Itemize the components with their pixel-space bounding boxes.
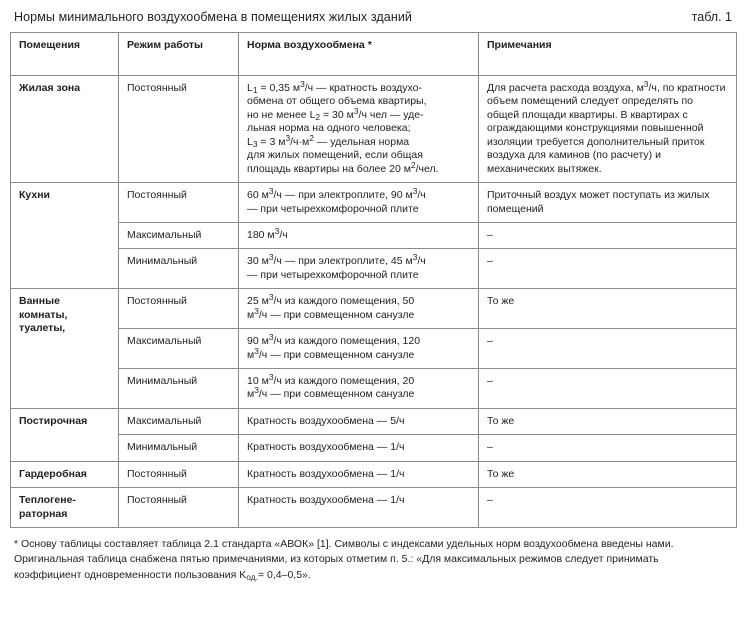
table-header-row (11, 33, 737, 76)
table-row (11, 76, 737, 183)
table-body (11, 76, 737, 528)
table-row (11, 488, 737, 528)
row-mode: Постоянный (119, 76, 239, 183)
table-row (11, 222, 737, 248)
row-room-bathrooms: Ванные комнаты, туалеты, (11, 289, 119, 409)
row-mode: Минимальный (119, 369, 239, 409)
page-title: Нормы минимального воздухообмена в помещениях жилых зданий (14, 10, 413, 24)
row-norm: 60 $м^3/ч$ — при электроплите, 90 $м^3/ч$ — при четырехкомфорочной плите (239, 183, 479, 223)
column-header-norm: Норма воздухообмена * (239, 33, 479, 76)
row-mode: Постоянный (119, 461, 239, 487)
row-norm: Кратность воздухообмена — 1/ч (239, 435, 479, 461)
row-note: – (479, 329, 737, 369)
air-exchange-table (10, 32, 737, 528)
table-number: табл. 1 (691, 10, 732, 24)
footnote-line-1: * Основу таблицы составляет таблица 2.1 стандарта «АВОК» [1]. Символы с индексами удельных норм воздухообмена введены нами. (14, 538, 674, 551)
row-room-heat-generator: Теплогене- раторная (11, 488, 119, 528)
row-note: То же (479, 461, 737, 487)
row-norm: 90 $м^3/ч$ из каждого помещения, 120 $м^3/ч$ — при совмещенном санузле (239, 329, 479, 369)
row-note: – (479, 249, 737, 289)
row-note: – (479, 222, 737, 248)
table-row (11, 408, 737, 434)
row-norm: Кратность воздухообмена — 5/ч (239, 408, 479, 434)
row-note: То же (479, 289, 737, 329)
table-row (11, 183, 737, 223)
row-norm: 25 $м^3/ч$ из каждого помещения, 50 $м^3/ч$ — при совмещенном санузле (239, 289, 479, 329)
table-row (11, 289, 737, 329)
row-mode: Постоянный (119, 289, 239, 329)
row-note: – (479, 435, 737, 461)
row-norm: 30 $м^3/ч$ — при электроплите, 45 $м^3/ч$ — при четырехкомфорочной плите (239, 249, 479, 289)
row-room-living: Жилая зона (11, 76, 119, 183)
row-room-laundry: Постирочная (11, 408, 119, 461)
row-room-wardrobe: Гардеробная (11, 461, 119, 487)
table-row (11, 461, 737, 487)
table-row (11, 435, 737, 461)
row-note: Приточный воздух может поступать из жилых помещений (479, 183, 737, 223)
row-mode: Постоянный (119, 488, 239, 528)
row-mode: Максимальный (119, 329, 239, 369)
table-header (11, 33, 737, 76)
row-note: – (479, 369, 737, 409)
row-norm: 10 $м^3/ч$ из каждого помещения, 20 $м^3/ч$ — при совмещенном санузле (239, 369, 479, 409)
row-norm: $L_1 = 0,35$ $м^3/ч$ — кратность воздухо- обмена от общего объема квартиры, но не менее $L_2 = 30$ $м^3/ч$ чел — уде- льная норма на одного человека; $L_3 = 3$ $м^3/ч\cdot м^2$ — удельная норма для жилых помещений, если общая площадь квартиры на более 20 $м^2$/чел. (239, 76, 479, 183)
row-norm: Кратность воздухообмена — 1/ч (239, 488, 479, 528)
row-mode: Максимальный (119, 222, 239, 248)
column-header-notes: Примечания (479, 33, 737, 76)
row-note: – (479, 488, 737, 528)
row-mode: Максимальный (119, 408, 239, 434)
row-room-kitchen: Кухни (11, 183, 119, 289)
row-note: То же (479, 408, 737, 434)
row-mode: Минимальный (119, 435, 239, 461)
row-mode: Постоянный (119, 183, 239, 223)
table-row (11, 369, 737, 409)
table-row (11, 249, 737, 289)
row-norm: 180 $м^3/ч$ (239, 222, 479, 248)
row-mode: Минимальный (119, 249, 239, 289)
footnote (10, 537, 736, 583)
table-row (11, 329, 737, 369)
column-header-rooms: Помещения (11, 33, 119, 76)
title-row (10, 8, 736, 32)
footnote-line-2: Оригинальная таблица снабжена пятью примечаниями, из которых отметим п. 5.: «Для максимальных режимов следует принимать (14, 553, 659, 566)
row-note: Для расчета расхода воздуха, $м^3/ч$, по кратности объем помещений следует определять по общей площади квартиры. В квартирах с ограждающими конструкциями повышенной изоляции требуется дополнительный приток воздуха для каминов (по расчету) и механических вытяжек. (479, 76, 737, 183)
footnote-line-3: коэффициент одновременности пользования $K_{од.}= 0,4-0,5$». (14, 568, 311, 582)
column-header-mode: Режим работы (119, 33, 239, 76)
row-norm: Кратность воздухообмена — 1/ч (239, 461, 479, 487)
